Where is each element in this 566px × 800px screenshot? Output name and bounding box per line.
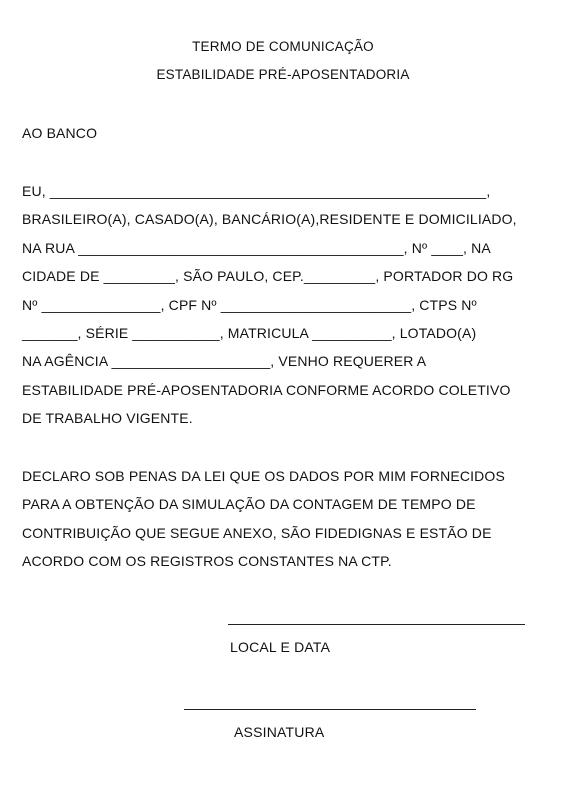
declaration-line: PARA A OBTENÇÃO DA SIMULAÇÃO DA CONTAGEM DE TEMPO DE — [22, 496, 476, 512]
body-line: DE TRABALHO VIGENTE. — [22, 410, 193, 426]
declaration-line: ACORDO COM OS REGISTROS CONSTANTES NA CTP. — [22, 553, 392, 569]
body-line: ESTABILIDADE PRÉ-APOSENTADORIA CONFORME ACORDO COLETIVO — [22, 382, 511, 398]
local-data-signature-line — [228, 624, 525, 625]
assinatura-label: ASSINATURA — [234, 724, 325, 740]
body-line: NA AGÊNCIA ____________________, VENHO REQUERER A — [22, 353, 427, 369]
body-line: CIDADE DE _________, SÃO PAULO, CEP._________, PORTADOR DO RG — [22, 268, 514, 284]
addressee: AO BANCO — [22, 125, 98, 141]
document-subtitle: ESTABILIDADE PRÉ-APOSENTADORIA — [156, 67, 410, 82]
body-line: Nº _______________, CPF Nº ________________________, CTPS Nº — [22, 297, 477, 313]
declaration-line: DECLARO SOB PENAS DA LEI QUE OS DADOS POR MIM FORNECIDOS — [22, 468, 505, 484]
declaration-line: CONTRIBUIÇÃO QUE SEGUE ANEXO, SÃO FIDEDIGNAS E ESTÃO DE — [22, 525, 492, 541]
body-line: _______, SÉRIE ___________, MATRICULA __________, LOTADO(A) — [22, 325, 477, 341]
body-line: BRASILEIRO(A), CASADO(A), BANCÁRIO(A),RESIDENTE E DOMICILIADO, — [22, 211, 517, 227]
assinatura-signature-line — [184, 709, 476, 710]
body-line: EU, _______________________________________________________, — [22, 183, 491, 199]
body-line: NA RUA _________________________________________, Nº ____, NA — [22, 240, 491, 256]
document-title: TERMO DE COMUNICAÇÃO — [192, 39, 374, 54]
local-data-label: LOCAL E DATA — [230, 639, 331, 655]
